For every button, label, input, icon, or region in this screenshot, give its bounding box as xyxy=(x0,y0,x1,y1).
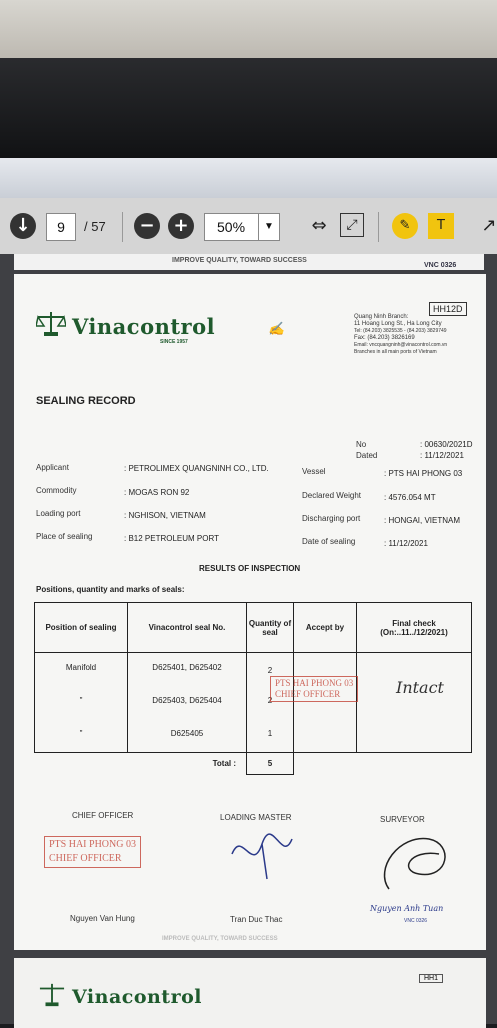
discharging-port-label: Discharging port xyxy=(302,514,361,523)
loading-port-label: Loading port xyxy=(36,509,81,518)
page-number-input[interactable]: 9 xyxy=(46,213,76,241)
stamp-line: CHIEF OFFICER xyxy=(49,853,122,864)
final-check-date: (On:..11../12/2021) xyxy=(380,627,448,637)
empty-cell xyxy=(357,753,472,775)
dated-label: Dated xyxy=(356,451,378,460)
date-sealing-label: Date of sealing xyxy=(302,537,356,546)
seal-cell xyxy=(128,653,247,753)
branch-address xyxy=(354,314,482,356)
discharging-port-value: : HONGAI, VIETNAM xyxy=(384,516,461,525)
footer-slogan: IMPROVE QUALITY, TOWARD SUCCESS xyxy=(162,936,278,942)
chief-officer-name: Nguyen Van Hung xyxy=(70,914,135,923)
total-value: 5 xyxy=(247,753,294,775)
vinacontrol-logo-icon xyxy=(36,310,66,338)
stamp-line: PTS HAI PHONG 03 xyxy=(49,839,136,850)
share-icon[interactable]: ↗ xyxy=(481,215,497,236)
seal-value: D625401, D625402 xyxy=(152,663,222,672)
col-quantity-header: Quantity of seal xyxy=(247,603,294,653)
vessel-value: : PTS HAI PHONG 03 xyxy=(384,469,463,478)
comment-icon[interactable]: ✎ xyxy=(392,213,418,239)
commodity-label: Commodity xyxy=(36,486,77,495)
stamp-line: PTS HAI PHONG 03 xyxy=(275,678,354,688)
prev-code: VNC 0326 xyxy=(424,262,457,269)
zoom-select[interactable] xyxy=(204,213,280,241)
total-label: Total : xyxy=(212,759,236,769)
loading-master-name: Tran Duc Thac xyxy=(230,915,283,924)
initials-signature: ✍ xyxy=(268,322,285,337)
zoom-out-icon[interactable]: − xyxy=(134,213,160,239)
quantity-value: 2 xyxy=(267,696,273,705)
quantity-value: 2 xyxy=(267,666,273,675)
stamp-line: CHIEF OFFICER xyxy=(275,689,341,699)
no-value: : 00630/2021D xyxy=(420,440,473,449)
col-final-header xyxy=(357,603,472,653)
branch-line: Branches in all main ports of Vietnam xyxy=(354,349,437,355)
applicant-label: Applicant xyxy=(36,463,69,472)
zoom-value: 50% xyxy=(217,219,246,235)
toolbar-divider xyxy=(122,212,123,242)
positions-title: Positions, quantity and marks of seals: xyxy=(36,585,185,594)
applicant-value: : PETROLIMEX QUANGNINH CO., LTD. xyxy=(124,464,269,473)
dated-value: : 11/12/2021 xyxy=(420,451,464,460)
next-page-arrow-icon[interactable]: ↓ xyxy=(10,213,36,239)
logo-since: SINCE 1957 xyxy=(160,339,188,345)
no-label: No xyxy=(356,440,367,449)
next-page xyxy=(14,958,486,1028)
branch-line: Tel: (84.203) 3825535 - (84.203) 3829749 xyxy=(354,328,447,334)
seal-value: D625405 xyxy=(170,729,204,738)
table-header-row xyxy=(35,603,472,653)
logo-name: Vinacontrol xyxy=(72,314,216,339)
place-label: Place of sealing xyxy=(36,532,93,541)
vessel-label: Vessel xyxy=(302,467,326,476)
commodity-value: : MOGAS RON 92 xyxy=(124,488,190,497)
seal-value: D625403, D625404 xyxy=(152,696,222,705)
empty-cell xyxy=(35,753,128,775)
document-title: SEALING RECORD xyxy=(36,395,136,407)
col-position-header: Position of sealing xyxy=(35,603,128,653)
empty-cell xyxy=(294,753,357,775)
final-check-label: Final check xyxy=(392,618,436,628)
table-total-row xyxy=(35,753,472,775)
prev-slogan: IMPROVE QUALITY, TOWARD SUCCESS xyxy=(172,257,307,264)
surveyor-name: Nguyen Anh Tuan xyxy=(370,904,444,913)
previous-page-footer xyxy=(14,254,484,270)
weight-value: : 4576.054 MT xyxy=(384,493,436,502)
vessel-stamp xyxy=(270,676,358,702)
fit-width-icon[interactable]: ⇔ xyxy=(311,215,327,236)
position-value: " xyxy=(79,696,83,705)
place-value: : B12 PETROLEUM PORT xyxy=(124,534,219,543)
highlight-text-icon[interactable]: T xyxy=(428,213,454,239)
position-cell xyxy=(35,653,128,753)
monitor-bezel xyxy=(0,58,497,158)
document-page xyxy=(14,274,486,950)
final-check-handwriting: Intact xyxy=(396,678,444,697)
position-value: Manifold xyxy=(65,663,97,672)
loading-port-value: : NGHISON, VIETNAM xyxy=(124,511,206,520)
loading-master-label: LOADING MASTER xyxy=(220,813,292,822)
weight-label: Declared Weight xyxy=(302,491,361,500)
fit-page-icon[interactable]: ⤢ xyxy=(340,213,364,237)
window-titlebar xyxy=(0,158,497,198)
surveyor-code: VNC 0326 xyxy=(404,918,428,924)
branch-line: Quang Ninh Branch: xyxy=(354,314,409,320)
date-sealing-value: : 11/12/2021 xyxy=(384,539,428,548)
col-seal-header: Vinacontrol seal No. xyxy=(128,603,247,653)
vinacontrol-logo-icon xyxy=(38,982,66,1008)
surveyor-label: SURVEYOR xyxy=(380,815,425,824)
zoom-in-icon[interactable]: + xyxy=(168,213,194,239)
chevron-down-icon[interactable]: ▼ xyxy=(258,214,279,240)
position-value: " xyxy=(79,729,83,738)
form-code: HH12D xyxy=(429,302,467,316)
chief-officer-label: CHIEF OFFICER xyxy=(72,811,134,820)
surveyor-signature xyxy=(369,829,459,901)
branch-line: Email: vncquangninh@vinacontrol.com.vn xyxy=(354,342,448,348)
loading-master-signature xyxy=(222,824,312,884)
chief-officer-stamp xyxy=(44,836,141,868)
final-check-cell xyxy=(357,653,472,753)
col-accept-header: Accept by xyxy=(294,603,357,653)
next-logo-name: Vinacontrol xyxy=(72,986,202,1008)
quantity-value: 1 xyxy=(267,729,273,738)
table-row xyxy=(35,653,472,753)
branch-line: 11 Hoang Long St., Ha Long City xyxy=(354,321,442,327)
background-room xyxy=(0,0,497,58)
accept-cell xyxy=(294,653,357,753)
toolbar-divider xyxy=(378,212,379,242)
page-total: / 57 xyxy=(84,219,106,234)
pdf-toolbar xyxy=(0,198,497,255)
results-title: RESULTS OF INSPECTION xyxy=(199,564,301,573)
next-form-code: HH1 xyxy=(419,974,443,983)
quantity-cell xyxy=(247,653,294,753)
branch-line: Fax: (84.203) 3826169 xyxy=(354,335,415,341)
